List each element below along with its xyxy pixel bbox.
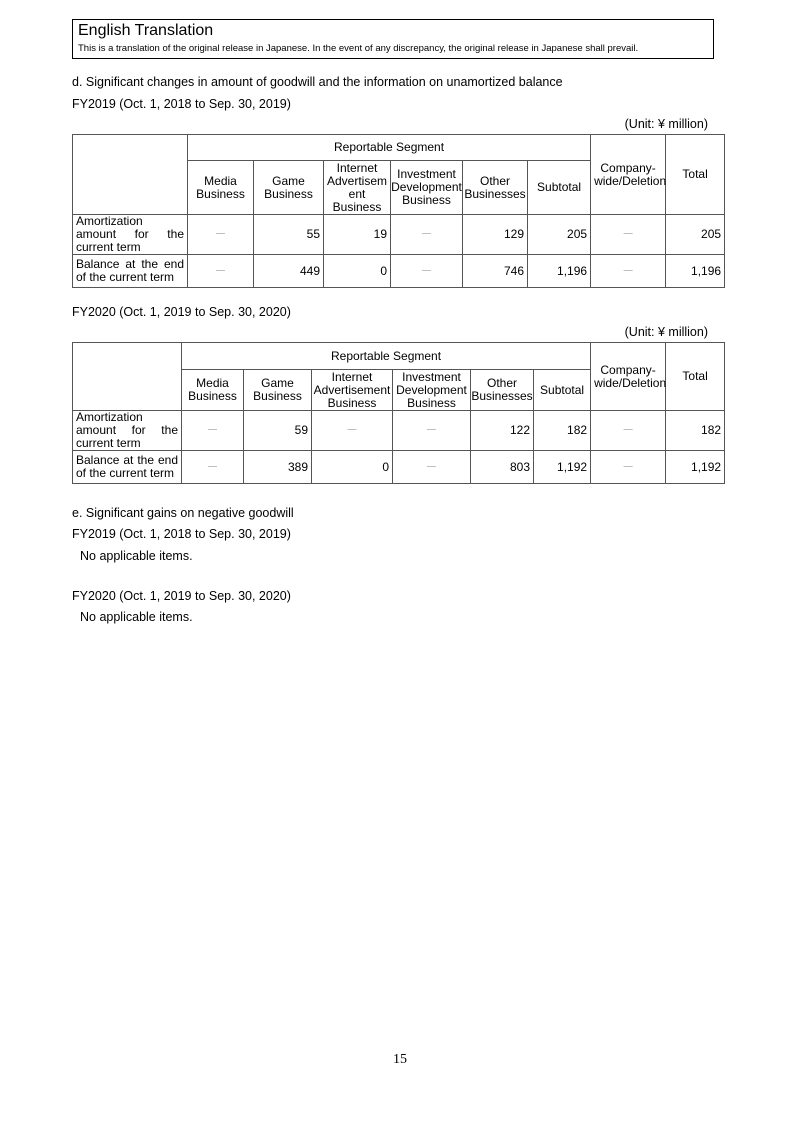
table-cell: － bbox=[182, 451, 244, 484]
table-cell: 1,196 bbox=[528, 255, 591, 288]
goodwill-table-fy2019 bbox=[72, 134, 725, 288]
column-header: Other Businesses bbox=[471, 370, 534, 411]
goodwill-table-fy2020 bbox=[72, 342, 725, 484]
table-cell: 55 bbox=[254, 215, 324, 255]
unit-label: (Unit: ¥ million) bbox=[624, 117, 708, 131]
table-cell: 182 bbox=[534, 411, 591, 451]
group-header: Reportable Segment bbox=[182, 343, 591, 370]
column-header: Company-wide/Deletion bbox=[591, 343, 666, 411]
table-row bbox=[73, 411, 725, 451]
table-cell: 746 bbox=[463, 255, 528, 288]
column-header: Company-wide/Deletion bbox=[591, 135, 666, 215]
group-header: Reportable Segment bbox=[188, 135, 591, 161]
table-cell: 803 bbox=[471, 451, 534, 484]
table-cell: － bbox=[591, 255, 666, 288]
table-cell: － bbox=[188, 215, 254, 255]
column-header: Internet Advertisem ent Business bbox=[324, 161, 391, 215]
row-label: Balance at the end of the current term bbox=[73, 255, 188, 288]
translation-banner bbox=[72, 19, 714, 59]
column-header: Investment Development Business bbox=[391, 161, 463, 215]
section-d-heading: d. Significant changes in amount of goodwill and the information on unamortized balance bbox=[72, 75, 563, 89]
table-cell: － bbox=[591, 411, 666, 451]
table-cell: － bbox=[391, 255, 463, 288]
column-header: Internet Advertisement Business bbox=[312, 370, 393, 411]
table-cell: 205 bbox=[666, 215, 725, 255]
table-cell: 449 bbox=[254, 255, 324, 288]
table-cell: － bbox=[591, 215, 666, 255]
table-cell: － bbox=[391, 215, 463, 255]
table-cell: 182 bbox=[666, 411, 725, 451]
row-label: Balance at the end of the current term bbox=[73, 451, 182, 484]
table-cell: 1,192 bbox=[666, 451, 725, 484]
column-header: Game Business bbox=[254, 161, 324, 215]
column-header: Total bbox=[666, 135, 725, 215]
column-header: Subtotal bbox=[534, 370, 591, 411]
neg-goodwill-fy2019-period: FY2019 (Oct. 1, 2018 to Sep. 30, 2019) bbox=[72, 527, 291, 541]
table-row bbox=[73, 451, 725, 484]
row-label: Amortization amount for the current term bbox=[73, 411, 182, 451]
table-cell: 19 bbox=[324, 215, 391, 255]
table-cell: － bbox=[182, 411, 244, 451]
table-cell: 1,192 bbox=[534, 451, 591, 484]
banner-title: English Translation bbox=[78, 22, 214, 39]
row-label: Amortization amount for the current term bbox=[73, 215, 188, 255]
table-cell: － bbox=[393, 451, 471, 484]
table-cell: － bbox=[188, 255, 254, 288]
column-header: Game Business bbox=[244, 370, 312, 411]
column-header: Total bbox=[666, 343, 725, 411]
page-number: 15 bbox=[393, 1052, 407, 1067]
table-cell: － bbox=[591, 451, 666, 484]
banner-note: This is a translation of the original release in Japanese. In the event of any discrepancy, the original release in Japanese shall prevail. bbox=[78, 43, 639, 54]
column-header: Investment Development Business bbox=[393, 370, 471, 411]
table-cell: 129 bbox=[463, 215, 528, 255]
fy2019-period: FY2019 (Oct. 1, 2018 to Sep. 30, 2019) bbox=[72, 97, 291, 111]
unit-label: (Unit: ¥ million) bbox=[624, 325, 708, 339]
table-cell: － bbox=[393, 411, 471, 451]
column-header: Other Businesses bbox=[463, 161, 528, 215]
table-cell: 205 bbox=[528, 215, 591, 255]
fy2020-period: FY2020 (Oct. 1, 2019 to Sep. 30, 2020) bbox=[72, 305, 291, 319]
table-cell: 122 bbox=[471, 411, 534, 451]
corner-cell bbox=[73, 343, 182, 411]
table-row bbox=[73, 215, 725, 255]
table-cell: 0 bbox=[312, 451, 393, 484]
corner-cell bbox=[73, 135, 188, 215]
table-cell: － bbox=[312, 411, 393, 451]
column-header: Media Business bbox=[182, 370, 244, 411]
neg-goodwill-fy2019-text: No applicable items. bbox=[80, 549, 193, 563]
column-header: Subtotal bbox=[528, 161, 591, 215]
table-cell: 0 bbox=[324, 255, 391, 288]
column-header: Media Business bbox=[188, 161, 254, 215]
neg-goodwill-fy2020-text: No applicable items. bbox=[80, 610, 193, 624]
table-cell: 389 bbox=[244, 451, 312, 484]
table-cell: 1,196 bbox=[666, 255, 725, 288]
table-row bbox=[73, 255, 725, 288]
header-row bbox=[73, 135, 725, 161]
neg-goodwill-fy2020-period: FY2020 (Oct. 1, 2019 to Sep. 30, 2020) bbox=[72, 589, 291, 603]
table-cell: 59 bbox=[244, 411, 312, 451]
section-e-heading: e. Significant gains on negative goodwill bbox=[72, 506, 294, 520]
header-row bbox=[73, 343, 725, 370]
